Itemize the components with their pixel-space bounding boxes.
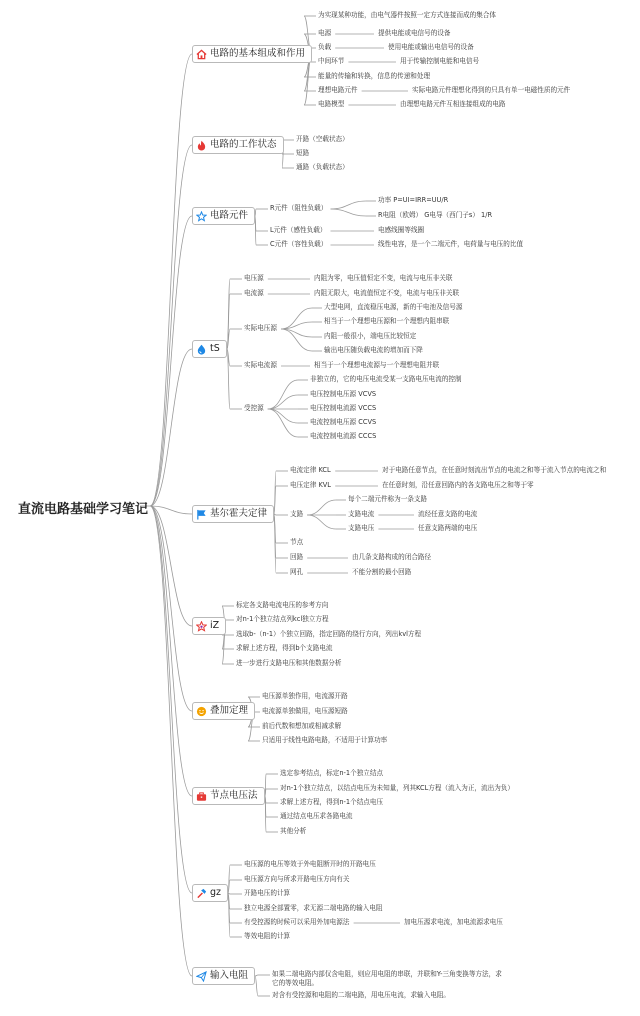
topic-4[interactable] [192,340,227,358]
topic-8[interactable] [192,787,265,805]
node-t1c2: 通路（负载状态） [296,163,349,171]
briefcase-icon [196,791,207,802]
node-t8c1: 电压源方向与所求开路电压方向有关 [244,875,350,883]
node-t0c1: 电源 [318,29,332,37]
hammer-icon [196,888,207,899]
topic-label: 电路的基本组成和作用 [210,48,306,59]
node-t7c1: 对n-1个独立结点，以结点电压为未知量，列其KCL方程（流入为正，流出为负） [280,784,514,792]
paper-plane-icon [196,971,207,982]
topic-label: 输入电阻 [210,970,249,981]
node-t4c2a: 每个二端元件称为一条支路 [348,495,428,503]
node-t1c1: 短路 [296,149,310,157]
node-t8c2: 开路电压的计算 [244,889,291,897]
topic-6[interactable] [192,617,226,635]
node-t4c2c: 支路电压 [348,524,375,532]
topic-9[interactable] [192,884,228,902]
home-icon [196,49,207,60]
node-t7c4: 其他分析 [280,827,307,835]
topic-3[interactable] [192,207,255,225]
topic-5[interactable] [192,505,274,523]
badge-icon [196,621,207,632]
note-t2c1: 电感线圈等线圈 [378,226,425,234]
node-t2c1: L元件（感性负载） [270,226,327,234]
star-icon [196,211,207,222]
node-t6c3: 只适用于线性电路电路，不适用于计算功率 [262,736,388,744]
node-t2c0b: R电阻（欧姆） G电导（西门子s） 1/R [378,211,493,219]
node-t4c2b: 支路电流 [348,510,375,518]
topic-10[interactable] [192,967,255,985]
node-t0c0: 为实现某种功能，由电气器件按照一定方式连接而成的集合体 [318,11,497,19]
topic-label: iZ [210,620,220,631]
node-t5c4: 进一步进行支路电压和其他数据分析 [236,659,342,667]
smiley-icon [196,706,207,717]
node-t3c0: 电压源 [244,274,264,282]
topic-label: 基尔霍夫定律 [210,508,268,519]
note-t4c4: 由几条支路构成的闭合路径 [352,553,432,561]
node-t2c2: C元件（容性负载） [270,240,328,248]
node-t8c5: 等效电阻的计算 [244,932,291,940]
note-t4c2c: 任意支路两端的电压 [418,524,478,532]
node-t8c0: 电压源的电压等效于外电阻断开时的开路电压 [244,860,376,868]
node-t0c3: 中间环节 [318,57,345,65]
node-t7c0: 选定参考结点，标定n-1个独立结点 [280,769,384,777]
drop-icon [196,344,207,355]
note-t0c2: 使用电能或输出电信号的设备 [388,43,474,51]
note-t0c5: 实际电路元件理想化得到的只具有单一电磁性质的元件 [412,86,571,94]
node-t7c2: 求解上述方程，得到n-1个结点电压 [280,798,384,806]
note-t8c4: 加电压源求电流，加电流源求电压 [404,918,503,926]
note-t4c0: 对于电路任意节点，在任意时刻流出节点的电流之和等于流入节点的电流之和 [382,466,607,474]
node-t0c6: 电路模型 [318,100,345,108]
node-t3c2: 实际电压源 [244,324,277,332]
node-t4c2: 支路 [290,510,304,518]
root-title: 直流电路基础学习笔记 [18,502,149,517]
node-t5c0: 标定各支路电流电压的参考方向 [236,601,329,609]
note-t3c1: 内阻无限大，电流值恒定不变，电流与电压非关联 [314,289,460,297]
topic-2[interactable] [192,136,284,154]
node-t3c2d: 输出电压随负载电流的增加而下降 [324,346,423,354]
node-t3c1: 电流源 [244,289,264,297]
topic-label: 电路的工作状态 [210,139,277,150]
node-t9c0: 如果二端电路内部仅含电阻，则应用电阻的串联，并联和Y-三角变换等方法，求它的等效电阻。 [272,970,502,987]
node-t3c4a: 非独立的，它的电压电流受某一支路电压电流的控制 [310,375,462,383]
node-t3c3: 实际电流源 [244,361,277,369]
node-t4c4: 回路 [290,553,304,561]
node-t3c4: 受控源 [244,404,264,412]
node-t5c3: 求解上述方程，得到b个支路电流 [236,644,333,652]
note-t0c6: 由理想电路元件互相连接组成的电路 [400,100,506,108]
node-t6c2: 前后代数和想加或相减求解 [262,722,342,730]
note-t0c1: 提供电能或电信号的设备 [378,29,451,37]
node-t3c2c: 内阻一般很小，端电压比较恒定 [324,332,417,340]
note-t3c0: 内阻为零，电压值恒定不变，电流与电压非关联 [314,274,453,282]
node-t3c2a: 大型电网，直流稳压电源，新的干电池及信号源 [324,303,463,311]
note-t4c1: 在任意时刻，沿任意回路内的各支路电压之和等于零 [382,481,534,489]
flag-icon [196,509,207,520]
node-t1c0: 开路（空载状态） [296,135,349,143]
topic-1[interactable] [192,45,312,63]
node-t6c0: 电压源单独作用，电流源开路 [262,692,348,700]
flame-icon [196,140,207,151]
node-t3c4d: 电流控制电压源 CCVS [310,418,377,426]
node-t3c4b: 电压控制电压源 VCVS [310,390,377,398]
node-t8c4: 有受控源的时候可以采用外加电源法 [244,918,350,926]
node-t4c3: 节点 [290,538,304,546]
node-t5c2: 选取b-（n-1）个独立回路，指定回路的绕行方向，列出kvl方程 [236,630,422,638]
node-t4c0: 电流定律 KCL [290,466,331,474]
node-t2c0: R元件（阻性负载） [270,204,328,212]
node-t0c2: 负载 [318,43,332,51]
node-t9c1: 对含有受控源和电阻的二端电路，用电压电流，求输入电阻。 [272,991,451,999]
topic-label: tS [210,343,220,354]
note-t2c2: 线性电容，是一个二端元件，电荷量与电压的比值 [378,240,524,248]
node-t4c1: 电压定律 KVL [290,481,331,489]
note-t3c3: 相当于一个理想电流源与一个理想电阻并联 [314,361,440,369]
node-t7c3: 通过结点电压求各路电流 [280,812,353,820]
note-t4c5: 不能分割的最小回路 [352,568,412,576]
topic-7[interactable] [192,702,255,720]
note-t4c2b: 流经任意支路的电流 [418,510,478,518]
node-t3c2b: 相当于一个理想电压源和一个理想内阻串联 [324,317,450,325]
node-t6c1: 电流源单独做用，电压源短路 [262,707,348,715]
node-t8c3: 独立电源全部置零，求无源二端电路的输入电阻 [244,904,383,912]
topic-label: 电路元件 [210,210,249,221]
note-t0c3: 用于传输控制电能和电信号 [400,57,480,65]
node-t3c4c: 电压控制电流源 VCCS [310,404,377,412]
node-t2c0a: 功率 P=UI=IRR=UU/R [378,196,449,204]
topic-label: 节点电压法 [210,790,258,801]
node-t0c4: 能量的传输和转换，信息的传递和处理 [318,72,431,80]
node-t5c1: 对n-1个独立结点列kcl独立方程 [236,615,329,623]
node-t4c5: 网孔 [290,568,304,576]
topic-label: gz [210,887,222,898]
topic-label: 叠加定理 [210,705,249,716]
node-t0c5: 理想电路元件 [318,86,358,94]
node-t3c4e: 电流控制电流源 CCCS [310,432,377,440]
